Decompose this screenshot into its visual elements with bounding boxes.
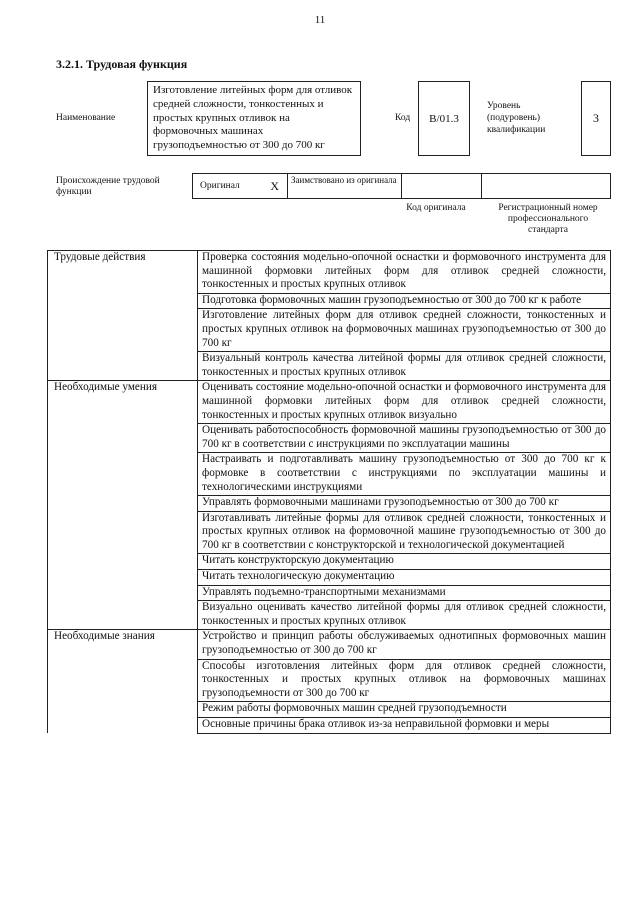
category-cell [48, 718, 198, 734]
description-cell: Изготавливать литейные формы для отливок средней сложности, тонкостенных и простых крупных отливок на формовочной машине грузоподъемностью от 300 до 700 кг в соответствии с конструкторской и технологической документацией [198, 511, 611, 554]
category-cell [48, 570, 198, 586]
table-row [48, 424, 611, 453]
table-row [48, 293, 611, 309]
borrowed-cell [287, 173, 402, 199]
description-cell: Способы изготовления литейных форм для отливок средней сложности, тонкостенных и простых крупных отливок на формовочных машинах грузоподъемности от 300 до 700 кг [198, 659, 611, 702]
table-row [48, 496, 611, 512]
table-row [48, 601, 611, 630]
level-value-box: 3 [581, 81, 611, 156]
table-row [48, 702, 611, 718]
category-cell [48, 424, 198, 453]
page-number: 11 [314, 14, 326, 26]
description-cell: Изготовление литейных форм для отливок средней сложности, тонкостенных и простых крупных отливок на формовочных машинах грузоподъемностью от 300 до 700 кг [198, 309, 611, 352]
name-label: Наименование [56, 113, 116, 123]
category-cell [48, 309, 198, 352]
description-cell: Настраивать и подготавливать машину грузоподъемностью от 300 до 700 кг к формовке в соответствии с инструкциями по эксплуатации машины и технологическими инструкциями [198, 453, 611, 496]
level-label: Уровень (подуровень) квалификации [487, 101, 546, 135]
function-details-table [47, 250, 611, 734]
table-row [48, 570, 611, 586]
category-cell [48, 702, 198, 718]
code-original-label: Код оригинала [406, 203, 466, 213]
code-label: Код [395, 113, 411, 123]
description-cell: Подготовка формовочных машин грузоподъемностью от 300 до 700 кг к работе [198, 293, 611, 309]
description-cell: Визуально оценивать качество литейной формы для отливок средней сложности, тонкостенных и простых крупных отливок [198, 601, 611, 630]
original-mark: X [270, 178, 279, 193]
category-cell [48, 352, 198, 381]
code-original-cell [401, 173, 482, 199]
table-row [48, 352, 611, 381]
code-value-box: В/01.3 [418, 81, 470, 156]
section-title: 3.2.1. Трудовая функция [56, 57, 188, 71]
category-cell: Трудовые действия [48, 251, 198, 294]
category-cell [48, 601, 198, 630]
description-cell: Читать технологическую документацию [198, 570, 611, 586]
description-cell: Управлять подъемно-транспортными механизмами [198, 585, 611, 601]
description-cell: Устройство и принцип работы обслуживаемых однотипных формовочных машин грузоподъемностью от 300 до 700 кг [198, 630, 611, 659]
category-cell [48, 453, 198, 496]
description-cell: Оценивать работоспособность формовочной машины грузоподъемностью от 300 до 700 кг в соответствии с инструкциями по эксплуатации машины [198, 424, 611, 453]
table-row [48, 630, 611, 659]
table-row [48, 251, 611, 294]
function-name-box: Изготовление литейных форм для отливок средней сложности, тонкостенных и простых крупных отливок на формовочных машинах грузоподъемностью от 300 до 700 кг [147, 81, 361, 156]
description-cell: Оценивать состояние модельно-опочной оснастки и формовочного инструмента для машинной формовки литейных форм для отливок средней сложности, тонкостенных и простых крупных отливок визуально [198, 381, 611, 424]
original-cell [192, 173, 288, 199]
description-cell: Визуальный контроль качества литейной формы для отливок средней сложности, тонкостенных и простых крупных отливок [198, 352, 611, 381]
description-cell: Читать конструкторскую документацию [198, 554, 611, 570]
table-row [48, 453, 611, 496]
reg-number-label: Регистрационный номер профессионального стандарта [498, 203, 598, 235]
borrowed-label: Заимствовано из оригинала [291, 175, 397, 185]
category-cell [48, 496, 198, 512]
description-cell: Управлять формовочными машинами грузоподъемностью от 300 до 700 кг [198, 496, 611, 512]
table-row [48, 718, 611, 734]
category-cell [48, 659, 198, 702]
category-cell [48, 585, 198, 601]
category-cell [48, 293, 198, 309]
description-cell: Основные причины брака отливок из-за неправильной формовки и меры [198, 718, 611, 734]
category-cell: Необходимые знания [48, 630, 198, 659]
reg-number-cell [481, 173, 611, 199]
table-row [48, 554, 611, 570]
category-cell [48, 511, 198, 554]
origin-row [193, 173, 613, 199]
table-row [48, 309, 611, 352]
table-row [48, 659, 611, 702]
description-cell: Режим работы формовочных машин средней грузоподъемности [198, 702, 611, 718]
category-cell: Необходимые умения [48, 381, 198, 424]
table-row [48, 511, 611, 554]
original-label: Оригинал [200, 181, 240, 191]
description-cell: Проверка состояния модельно-опочной оснастки и формовочного инструмента для машинной формовки литейных форм для отливок средней сложности, тонкостенных и простых крупных отливок [198, 251, 611, 294]
table-row [48, 585, 611, 601]
category-cell [48, 554, 198, 570]
origin-label: Происхождение трудовой функции [56, 176, 160, 197]
table-row [48, 381, 611, 424]
